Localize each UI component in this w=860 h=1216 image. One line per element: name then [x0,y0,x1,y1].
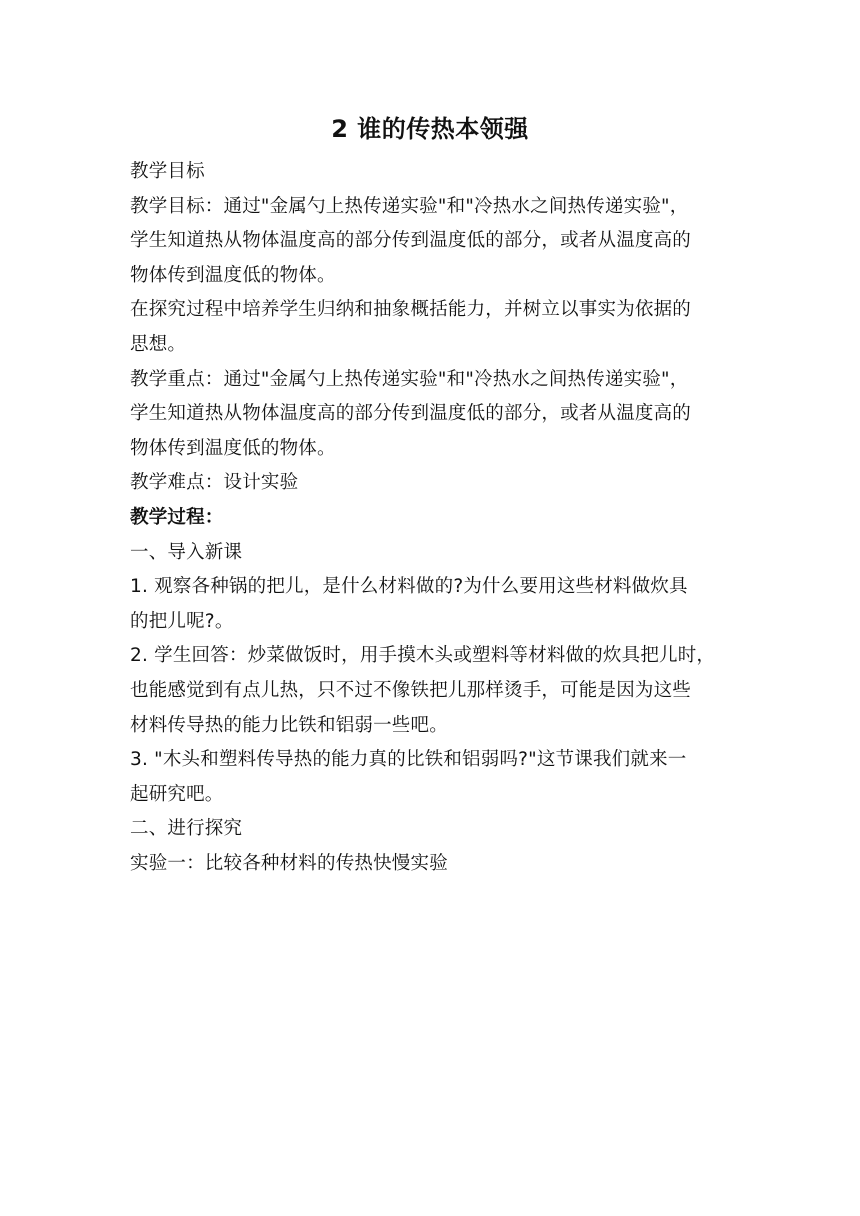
document-body [130,155,736,881]
document-title: 2 谁的传热本领强 [331,115,529,143]
section-heading-process: 教学过程： [130,506,224,528]
section-heading-introduction: 一、导入新课 [130,541,243,563]
step-3-line-2: 起研究吧。 [130,783,224,805]
difficult-points-line: 教学难点：设计实验 [130,472,299,494]
key-points-line-2: 学生知道热从物体温度高的部分传到温度低的部分，或者从温度高的 [130,403,692,425]
step-1-line-2: 的把儿呢?。 [130,610,234,632]
key-points-line-1: 教学重点：通过"金属勺上热传递实验"和"冷热水之间热传递实验"， [130,368,689,390]
objectives-line-3: 物体传到温度低的物体。 [130,264,336,286]
key-points-line-3: 物体传到温度低的物体。 [130,437,336,459]
objectives-line-5: 思想。 [130,333,187,355]
section-heading-objectives: 教学目标 [130,161,205,182]
step-2-line-3: 材料传导热的能力比铁和铝弱一些吧。 [130,714,448,736]
step-1-line-1: 1. 观察各种锅的把儿，是什么材料做的?为什么要用这些材料做炊具 [130,576,688,598]
objectives-line-4: 在探究过程中培养学生归纳和抽象概括能力，并树立以事实为依据的 [130,299,692,321]
objectives-line-2: 学生知道热从物体温度高的部分传到温度低的部分，或者从温度高的 [130,230,692,252]
objectives-line-1: 教学目标：通过"金属勺上热传递实验"和"冷热水之间热传递实验"， [130,195,689,217]
section-heading-inquiry: 二、进行探究 [130,818,243,840]
experiment-1-heading: 实验一：比较各种材料的传热快慢实验 [130,852,448,874]
step-2-line-1: 2. 学生回答：炒菜做饭时，用手摸木头或塑料等材料做的炊具把儿时， [130,645,716,667]
step-2-line-2: 也能感觉到有点儿热，只不过不像铁把儿那样烫手，可能是因为这些 [130,679,692,701]
step-3-line-1: 3. "木头和塑料传导热的能力真的比铁和铝弱吗?"这节课我们就来一 [130,749,687,771]
